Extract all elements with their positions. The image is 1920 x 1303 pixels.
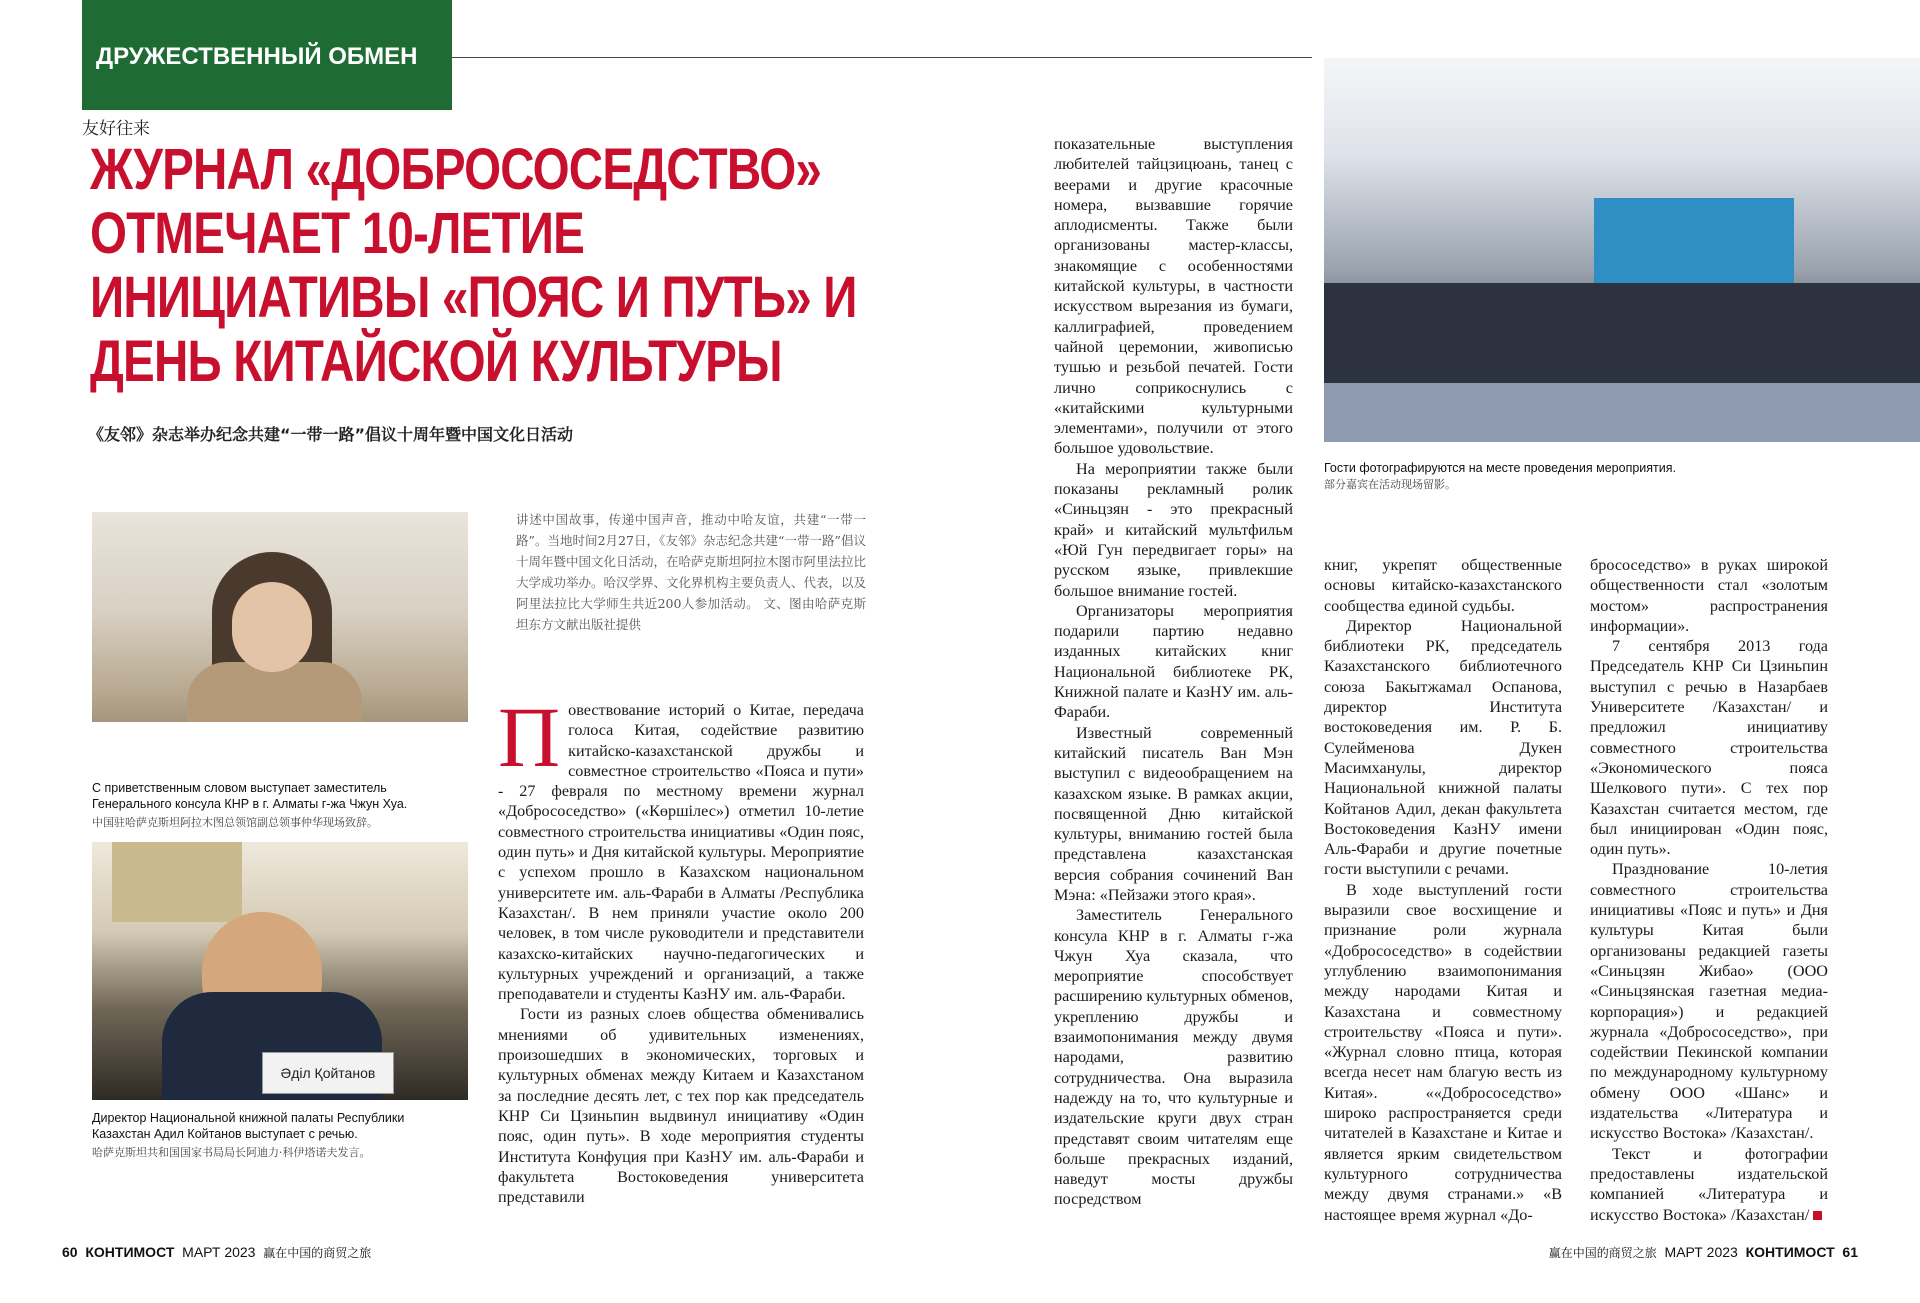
paragraph: показательные выступления любителей тайцзицюань, танец с веерами и другие красочные номера, вызвавшие горячие аплодисменты. Также были организованы мастер-классы, знакомящие с особенностями китайской культуры, в частности искусством вырезания из бумаги, каллиграфией, проведением чайной церемонии, живописью тушью и резьбой печатей. Гости лично соприкоснулись с «китайскими культурными элементами», получили от этого большое удовольствие.	[1054, 135, 1293, 458]
photo-table	[92, 722, 468, 764]
photo-group-caption-ru: Гости фотографируются на месте проведения мероприятия.	[1324, 461, 1677, 475]
paragraph: Директор Национальной библиотеки РК, председатель Казахстанского библиотечного союза Бакытжамал Оспанова, директор Института востоковедения им. Р. Б. Сулейменова Дукен Масимханулы, директор Национальной книжной палаты Койтанов Адил, декан факультета Востоковедения КазНУ имени Аль-Фараби и другие почетные гости выступили с речами.	[1324, 616, 1562, 879]
intro-cn: 讲述中国故事，传递中国声音，推动中哈友谊，共建“一带一路”。当地时间2月27日，《友邻》杂志纪念共建“一带一路”倡议十周年暨中国文化日活动，在哈萨克斯坦阿拉木图市阿里法拉比大学成功举办。哈汉学界、文化界机构主要负责人、代表，以及阿里法拉比大学师生共近200人参加活动。 文、图由哈萨克斯坦东方文献出版社提供	[516, 512, 867, 632]
photo-nameplate: Әділ Қойтанов	[262, 1052, 394, 1094]
footer-slogan-cn: 赢在中国的商贸之旅	[1548, 1246, 1657, 1260]
photo-koitanov-speech	[92, 842, 468, 1100]
footer-left	[62, 1244, 371, 1261]
paragraph: Гости из разных слоев общества обменивались мнениями об удивительных изменениях, произошедших в экономических, торговых и культурных обменах между Китаем и Казахстаном за последние десять лет, с тех пор как председатель КНР Си Цзиньпин выдвинул инициативу «Один пояс, один путь». В ходе мероприятия студенты Института Конфуция при КазНУ им. аль-Фараби и факультета Востоковедения университета представили	[498, 1005, 864, 1207]
article-column-2	[1054, 134, 1293, 1210]
photo-group	[1324, 58, 1920, 442]
paragraph: 7 сентября 2013 года Председатель КНР Си Цзиньпин выступил с речью в Назарбаев Университете /Казахстан/ и предложил инициативу совместного строительства «Экономического пояса Шелкового пути». С тех пор Казахстан считается местом, где был инициирован «Один пояс, один путь».	[1590, 637, 1828, 859]
end-mark-icon	[1813, 1211, 1822, 1220]
article-column-4	[1590, 555, 1828, 1225]
magazine-brand: КОНТИМОСТ	[85, 1244, 175, 1260]
magazine-brand: КОНТИМОСТ	[1745, 1244, 1835, 1260]
section-title-ru: ДРУЖЕСТВЕННЫЙ ОБМЕН	[96, 43, 418, 70]
photo-crowd	[1324, 283, 1920, 383]
photo-wall-art	[112, 842, 242, 922]
drop-cap: П	[498, 689, 561, 785]
paragraph: Организаторы мероприятия подарили партию недавно изданных китайских книг Национальной библиотеке РК, Книжной палате и КазНУ им. аль-Фараби.	[1054, 601, 1293, 722]
page-number: 60	[62, 1244, 78, 1260]
footer-slogan-cn: 赢在中国的商贸之旅	[263, 1246, 372, 1260]
paragraph: Празднование 10-летия совместного строительства инициативы «Пояс и путь» и Дня культуры Китая были организованы редакцией газеты «Синьцзян Жибао» (ООО «Синьцзянская газетная медиа-корпорация») и редакцией журнала «Добрососедство», при содействии Пекинской компании по международному культурному обмену ООО «Шанс» и издательства «Литература и искусство Востока» /Казахстан/.	[1590, 860, 1828, 1143]
issue-date: МАРТ 2023	[182, 1244, 256, 1260]
issue-date: МАРТ 2023	[1664, 1244, 1738, 1260]
paragraph: На мероприятии также были показаны рекламный ролик «Синьцзян - это прекрасный край» и китайский мультфильм «Юй Гун передвигает горы» на русском языке, привлекшие большое внимание гостей.	[1054, 459, 1293, 600]
paragraph: Заместитель Генерального консула КНР в г. Алматы г-жа Чжун Хуа сказала, что мероприятие способствует расширению культурных обменов, укреплению дружбы и взаимопонимания между двумя народами, развитию сотрудничества. Она выразила надежду на то, что культурные и издательские круги двух стран представят своим читателям еще больше прекрасных изданий, наведут мосты дружбы посредством	[1054, 906, 1293, 1209]
photo-consul-caption-cn: 中国驻哈萨克斯坦阿拉木图总领馆副总领事仲华现场致辞。	[92, 816, 378, 829]
photo-floor	[1324, 383, 1920, 442]
paragraph: Известный современный китайский писатель Ван Мэн выступил с видеообращением на казахском языке. В рамках акции, посвященной Дню китайской культуры, вниманию гостей была представлена казахстанская версия собрания сочинений Ван Мэна: «Пейзажи этого края».	[1054, 723, 1293, 904]
paragraph: овествование историй о Китае, передача голоса Китая, содействие развитию китайско-казахстанской дружбы и совместное строительство «Пояса и пути» - 27 февраля по местному времени журнал «Добрососедство» («Көршілес») отметил 10-летие совместного строительства инициативы «Один пояс, один путь» и Дня китайской культуры. Мероприятие с успехом прошло в Казахском национальном университете им. аль-Фараби в Алматы /Республика Казахстан/. В нем приняли участие около 200 человек, в том числе руководители и представители казахско-китайских научно-педагогических и культурных учреждений и организаций, а также преподаватели и студенты КазНУ им. аль-Фараби.	[498, 701, 864, 1004]
paragraph: В ходе выступлений гости выразили свое восхищение и признание роли журнала «Добрососедство» в содействии углублению взаимопонимания между народами Китая и Казахстана и совместному строительству «Пояса и пути». «Журнал словно птица, которая всегда несет нам благую весть из Китая». ««Добрососедство» широко распространяется среди читателей в Казахстане и Китае и является ярким свидетельством культурного сотрудничества между двумя странами.» «В настоящее время журнал «До-	[1324, 880, 1562, 1224]
paragraph: брососедство» в руках широкой общественности стал «золотым мостом» распространения информации».	[1590, 556, 1828, 635]
header-rule	[452, 57, 1312, 58]
paragraph: Текст и фотографии предоставлены издательской компанией «Литература и искусство Востока» /Казахстан/	[1590, 1144, 1828, 1224]
photo-consul-caption-ru: С приветственным словом выступает заместитель Генерального консула КНР в г. Алматы г-жа Чжун Хуа.	[92, 781, 408, 811]
photo-koitanov-caption-ru: Директор Национальной книжной палаты Республики Казахстан Адил Койтанов выступает с речью.	[92, 1111, 405, 1141]
photo-group-caption-cn: 部分嘉宾在活动现场留影。	[1324, 478, 1456, 491]
section-title-cn: 友好往来	[82, 119, 150, 139]
footer-right	[1549, 1244, 1858, 1261]
paragraph: книг, укрепят общественные основы китайско-казахстанского сообщества единой судьбы.	[1324, 556, 1562, 615]
photo-face	[232, 582, 312, 672]
photo-koitanov-caption-cn: 哈萨克斯坦共和国国家书局局长阿迪力·科伊塔诺夫发言。	[92, 1146, 371, 1159]
article-title: ЖУРНАЛ «ДОБРОСОСЕДСТВО» ОТМЕЧАЕТ 10-ЛЕТИЕ ИНИЦИАТИВЫ «ПОЯС И ПУТЬ» И ДЕНЬ КИТАЙСКОЙ КУЛЬТУРЫ	[90, 137, 857, 394]
page-number: 61	[1842, 1244, 1858, 1260]
article-column-3	[1324, 555, 1562, 1225]
photo-consul-speech	[92, 512, 468, 764]
article-column-1	[498, 689, 864, 1207]
article-subtitle-cn: 《友邻》杂志举办纪念共建“一带一路”倡议十周年暨中国文化日活动	[88, 425, 574, 444]
